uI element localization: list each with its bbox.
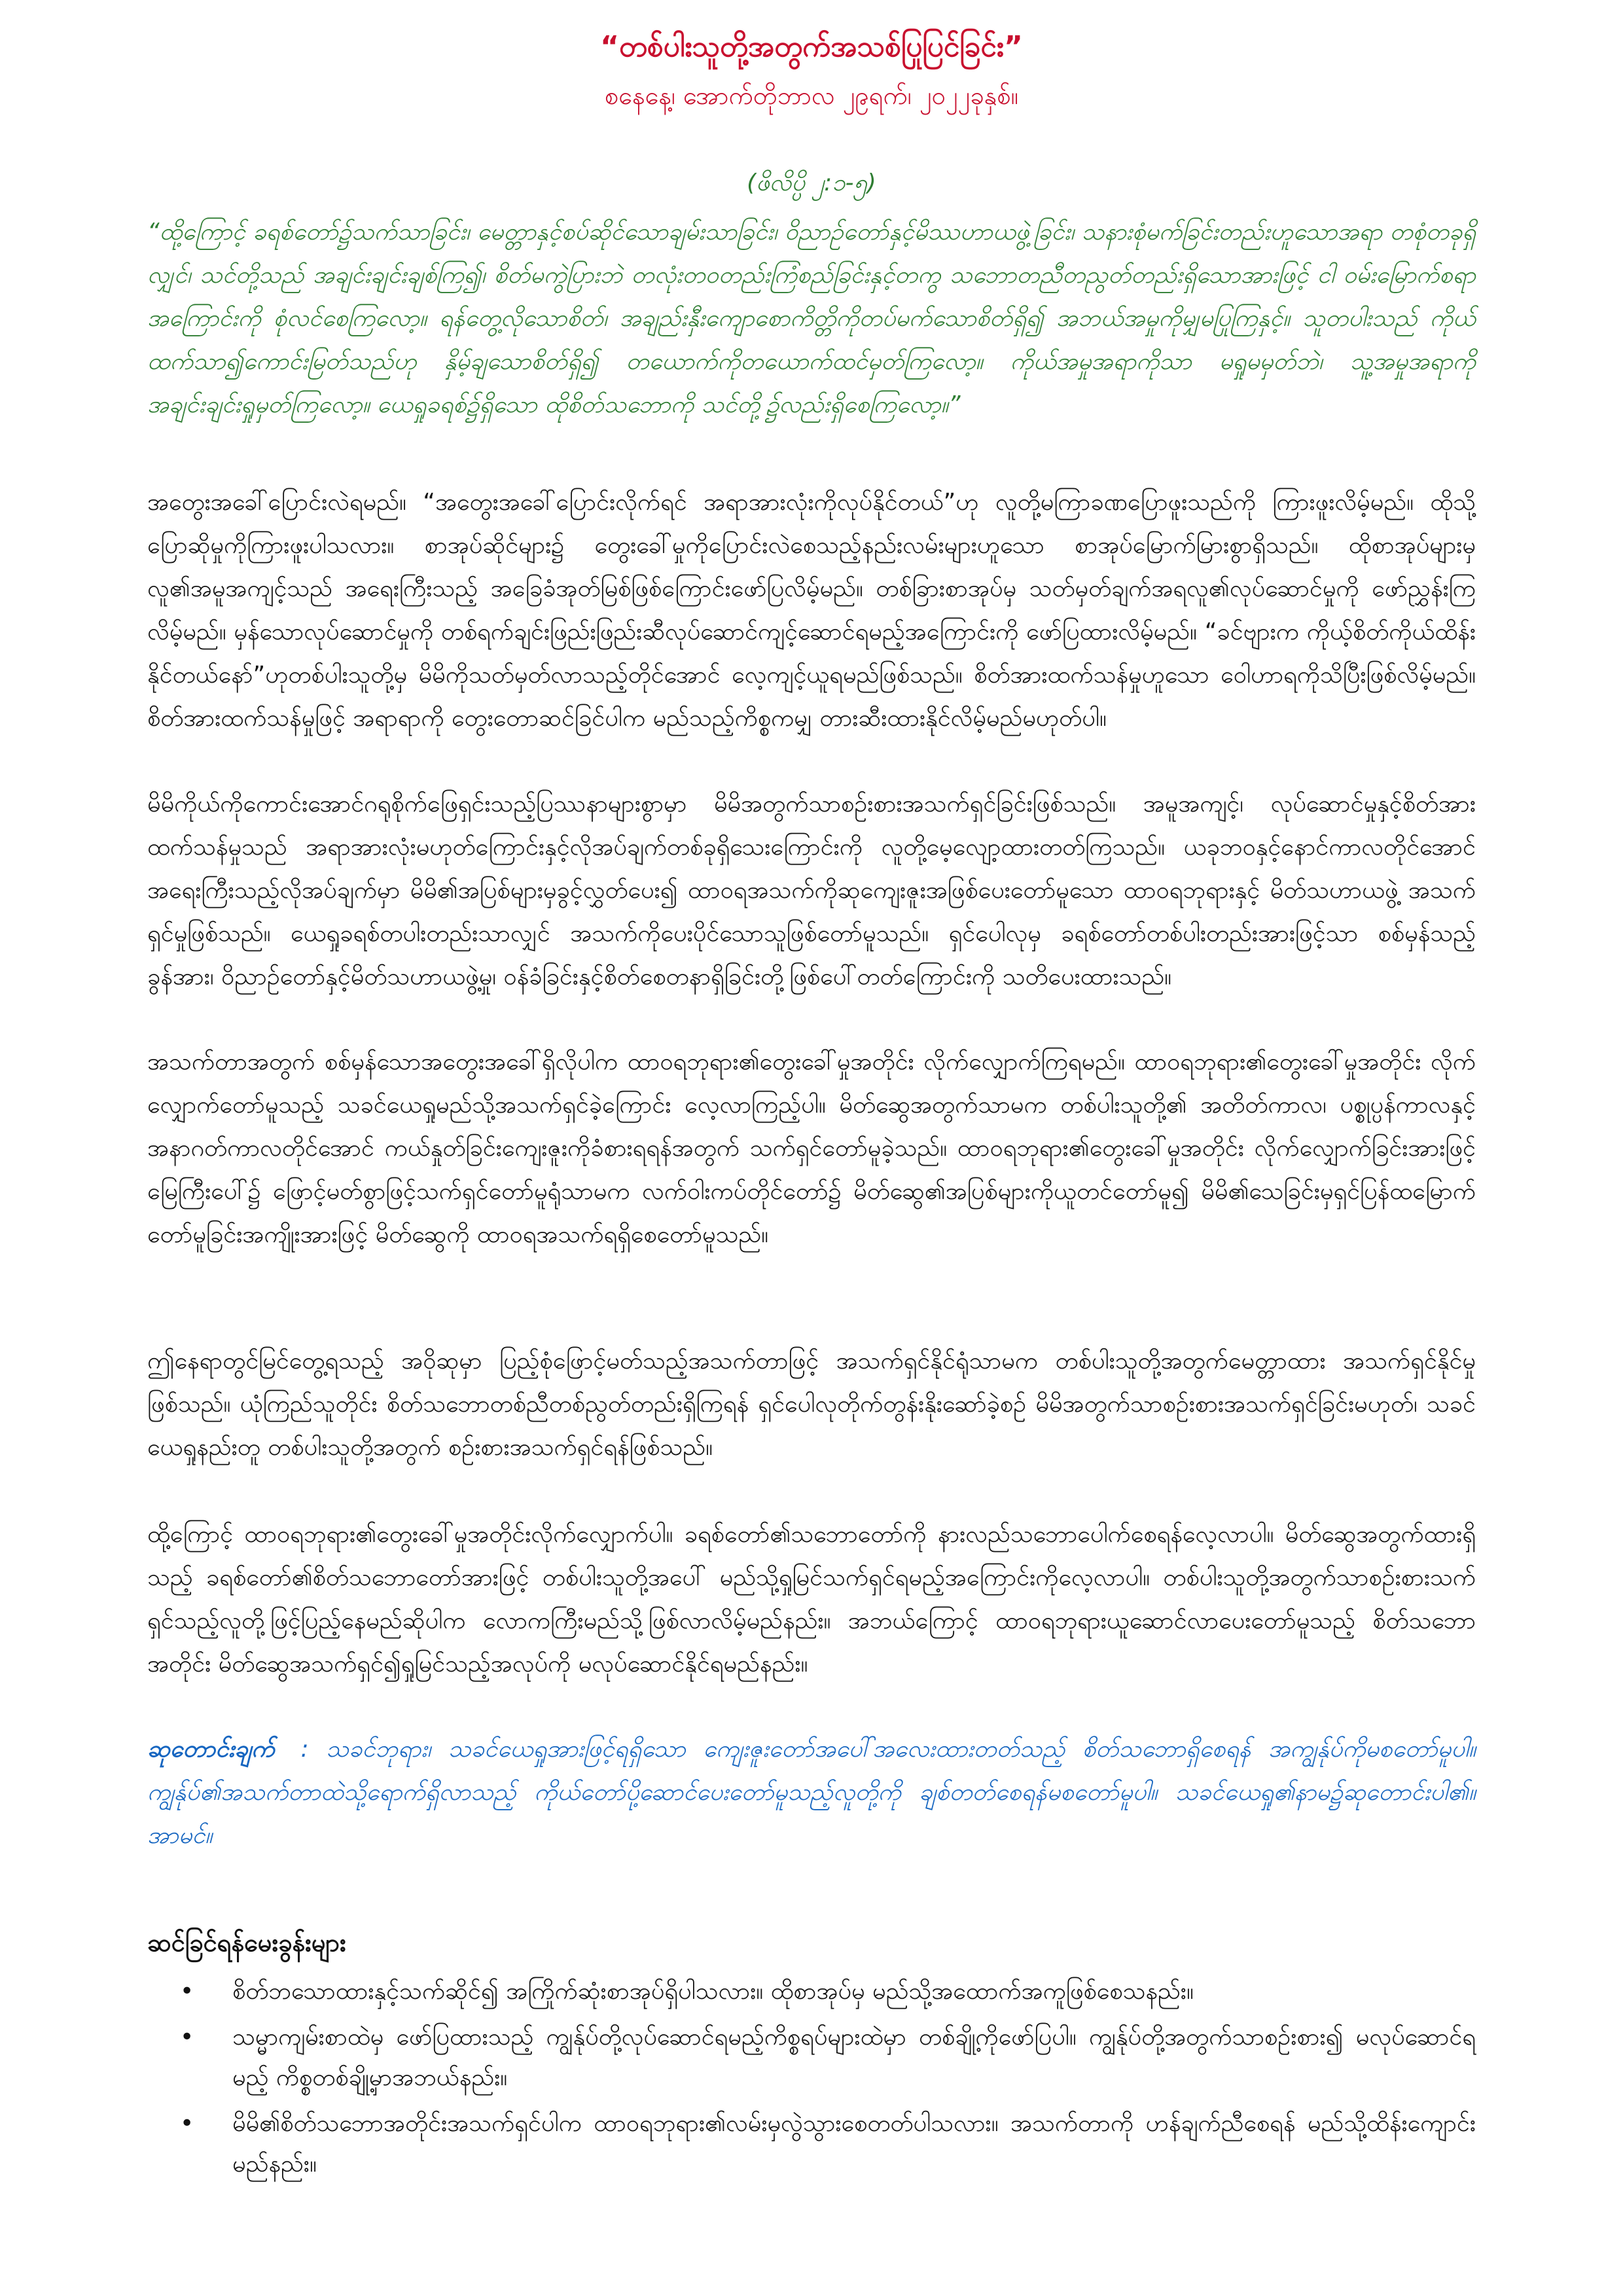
body-paragraph: ထို့ကြောင့် ထာဝရဘုရား၏တွေးခေါ်မှုအတိုင်းလိုက်လျှောက်ပါ။ ခရစ်တော်၏သဘောတော်ကို နားလည်သဘောပေါက်စေရန်လေ့လာပါ။ မိတ်ဆွေအတွက်ထားရှိသည့် ခရစ်တော်၏စိတ်သဘောတော်အားဖြင့် တစ်ပါးသူတို့အပေါ် မည်သို့ရှုမြင်သက်ရှင်ရမည့်အကြောင်းကိုလေ့လာပါ။ တစ်ပါးသူတို့အတွက်သာစဉ်းစားသက်ရှင်သည့်လူတို့ဖြင့်ပြည့်နေမည်ဆိုပါက လောကကြီးမည်သို့ဖြစ်လာလိမ့်မည်နည်း။ အဘယ်ကြောင့် ထာဝရဘုရားယူဆောင်လာပေးတော်မူသည့် စိတ်သဘောအတိုင်း မိတ်ဆွေအသက်ရှင်၍ရှုမြင်သည့်အလုပ်ကို မလုပ်ဆောင်နိုင်ရမည်နည်း။ (147, 1521, 1476, 1677)
question-text: မိမိ၏စိတ်သဘောအတိုင်းအသက်ရှင်ပါက ထာဝရဘုရား၏လမ်းမှလွဲသွားစေတတ်ပါသလား။ အသက်တာကို ဟန်ချက်ညီစေရန် မည်သို့ထိန်းကျောင်းမည်နည်း။ (232, 2110, 1476, 2178)
list-item (147, 1971, 1476, 2012)
body-paragraph: ဤနေရာတွင်မြင်တွေ့ရသည့် အဝိုဆုမှာ ပြည့်စုံဖြောင့်မတ်သည့်အသက်တာဖြင့် အသက်ရှင်နိုင်ရုံသာမက တစ်ပါးသူတို့အတွက်မေတ္တာထား အသက်ရှင်နိုင်မှုဖြစ်သည်။ ယုံကြည်သူတိုင်း စိတ်သဘောတစ်ညီတစ်ညွတ်တည်းရှိကြရန် ရှင်ပေါလုတိုက်တွန်းနိုးဆော်ခဲ့စဉ် မိမိအတွက်သာစဉ်းစားအသက်ရှင်ခြင်းမဟုတ်၊ သခင်ယေရှုနည်းတူ တစ်ပါးသူတို့အတွက် စဉ်းစားအသက်ရှင်ရန်ဖြစ်သည်။ (147, 1348, 1476, 1461)
document-title: “တစ်ပါးသူတို့အတွက်အသစ်ပြုပြင်ခြင်း” (600, 30, 1023, 63)
questions-list (147, 1971, 1476, 2190)
question-text: သမ္မာကျမ်းစာထဲမှ ဖော်ပြထားသည့် ကျွန်ုပ်တို့လုပ်ဆောင်ရမည့်ကိစ္စရပ်များထဲမှာ တစ်ချို့ကိုဖော်ပြပါ။ ကျွန်ုပ်တို့အတွက်သာစဉ်းစား၍ မလုပ်ဆောင်ရမည့် ကိစ္စတစ်ချို့မှာအဘယ်နည်း။ (232, 2024, 1476, 2091)
question-text: စိတ်ဘသောထားနှင့်သက်ဆိုင်၍ အကြိုက်ဆုံးစာအုပ်ရှိပါသလား။ ထိုစာအုပ်မှ မည်သို့အထောက်အကူဖြစ်စေသနည်း။ (232, 1978, 1194, 2005)
bullet-icon: • (180, 2110, 194, 2137)
prayer-section (147, 1728, 1476, 1857)
list-item (147, 2017, 1476, 2098)
bullet-icon: • (180, 2024, 194, 2051)
scripture-reference: (ဖိလိပ္ပိ ၂:၁-၅) (747, 170, 876, 196)
body-paragraph: အသက်တာအတွက် စစ်မှန်သောအတွေးအခေါ်ရှိလိုပါက ထာဝရဘုရား၏တွေးခေါ်မှုအတိုင်း လိုက်လျှောက်ကြရမည်။ ထာဝရဘုရား၏တွေးခေါ်မှုအတိုင်း လိုက်လျှောက်တော်မူသည့် သခင်ယေရှုမည်သို့အသက်ရှင်ခဲ့ကြောင်း လေ့လာကြည့်ပါ။ မိတ်ဆွေအတွက်သာမက တစ်ပါးသူတို့၏ အတိတ်ကာလ၊ ပစ္စုပ္ပန်ကာလနှင့်အနာဂတ်ကာလတိုင်အောင် ကယ်နှုတ်ခြင်းကျေးဇူးကိုခံစားရရန်အတွက် သက်ရှင်တော်မူခဲ့သည်။ ထာဝရဘုရား၏တွေးခေါ်မှုအတိုင်း လိုက်လျှောက်ခြင်းအားဖြင့်မြေကြီးပေါ်၌ ဖြောင့်မတ်စွာဖြင့်သက်ရှင်တော်မူရုံသာမက လက်ဝါးကပ်တိုင်တော်၌ မိတ်ဆွေ၏အပြစ်များကိုယူတင်တော်မူ၍ မိမိ၏သေခြင်းမှရှင်ပြန်ထမြောက်တော်မူခြင်းအကျိုးအားဖြင့် မိတ်ဆွေကို ထာဝရအသက်ရရှိစေတော်မူသည်။ (147, 1049, 1476, 1248)
scripture-text: “ထို့ကြောင့် ခရစ်တော်၌သက်သာခြင်း၊ မေတ္တာနှင့်စပ်ဆိုင်သောချမ်းသာခြင်း၊ ဝိညာဉ်တော်နှင့်မိဿဟာယဖွဲ့ခြင်း၊ သနားစုံမက်ခြင်းတည်းဟူသောအရာ တစုံတခုရှိလျှင်၊ သင်တို့သည် အချင်းချင်းချစ်ကြ၍၊ စိတ်မကွဲပြားဘဲ တလုံးတဝတည်းကြံစည်ခြင်းနှင့်တကွ သဘောတညီတညွတ်တည်းရှိသောအားဖြင့် ငါ ဝမ်းမြောက်စရာအကြောင်းကို စုံလင်စေကြလော့။ ရန်တွေ့လိုသောစိတ်၊ အချည်းနှီးကျောစောကိတ္တိကိုတပ်မက်သောစိတ်ရှိ၍ အဘယ်အမှုကိုမျှမပြုကြနှင့်။ သူတပါးသည် ကိုယ်ထက်သာ၍ကောင်းမြတ်သည်ဟု နှိမ့်ချသောစိတ်ရှိ၍ တယောက်ကိုတယောက်ထင်မှတ်ကြလော့။ ကိုယ်အမှုအရာကိုသာ မရှုမမှတ်ဘဲ၊ သူ့အမှုအရာကို အချင်းချင်းရှုမှတ်ကြလော့။ ယေရှုခရစ်၌ရှိသော ထိုစိတ်သဘောကို သင်တို့၌လည်းရှိစေကြလော့။” (147, 219, 1476, 418)
bullet-icon: • (180, 1978, 194, 2005)
document-date: စနေနေ့၊ အောက်တိုဘာလ ၂၉ရက်၊ ၂၀၂၂ခုနှစ်။ (604, 81, 1019, 110)
prayer-text: : သခင်ဘုရား၊ သခင်ယေရှုအားဖြင့်ရရှိသော ကျေးဇူးတော်အပေါ်အလေးထားတတ်သည့် စိတ်သဘောရှိစေရန် အကျွန်ုပ်ကိုမစတော်မူပါ။ ကျွန်ုပ်၏အသက်တာထဲသို့ရောက်ရှိလာသည့် ကိုယ်တော်ပို့ဆောင်ပေးတော်မူသည့်လူတို့ကို ချစ်တတ်စေရန်မစတော်မူပါ။ သခင်ယေရှု၏နာမ၌ဆုတောင်းပါ၏။ အာမင်။ (147, 1736, 1476, 1849)
body-paragraph: မိမိကိုယ်ကိုကောင်းအောင်ဂရုစိုက်ဖြေရှင်းသည့်ပြဿနာများစွာမှာ မိမိအတွက်သာစဉ်းစားအသက်ရှင်ခြင်းဖြစ်သည်။ အမူအကျင့်၊ လုပ်ဆောင်မှုနှင့်စိတ်အားထက်သန်မှုသည် အရာအားလုံးမဟုတ်ကြောင်းနှင့်လိုအပ်ချက်တစ်ခုရှိသေးကြောင်းကို လူတို့မေ့လျော့ထားတတ်ကြသည်။ ယခုဘဝနှင့်နောင်ကာလတိုင်အောင် အရေးကြီးသည့်လိုအပ်ချက်မှာ မိမိ၏အပြစ်များမှခွင့်လွှတ်ပေး၍ ထာဝရအသက်ကိုဆုကျေးဇူးအဖြစ်ပေးတော်မူသော ထာဝရဘုရားနှင့် မိတ်သဟာယဖွဲ့ အသက်ရှင်မှုဖြစ်သည်။ ယေရှုခရစ်တပါးတည်းသာလျှင် အသက်ကိုပေးပိုင်သောသူဖြစ်တော်မူသည်။ ရှင်ပေါလုမှ ခရစ်တော်တစ်ပါးတည်းအားဖြင့်သာ စစ်မှန်သည့်ခွန်အား၊ ဝိညာဉ်တော်နှင့်မိတ်သဟာယဖွဲ့မှု၊ ဝန်ခံခြင်းနှင့်စိတ်စေတနာရှိခြင်းတို့ဖြစ်ပေါ်တတ်ကြောင်းကို သတိပေးထားသည်။ (147, 791, 1476, 990)
questions-heading: ဆင်ခြင်ရန်မေးခွန်းများ (147, 1928, 346, 1957)
body-paragraph: အတွေးအခေါ်ပြောင်းလဲရမည်။ “အတွေးအခေါ်ပြောင်းလိုက်ရင် အရာအားလုံးကိုလုပ်နိုင်တယ်”ဟု လူတို့မကြာခဏပြောဖူးသည်ကို ကြားဖူးလိမ့်မည်။ ထိုသို့ပြောဆိုမှုကိုကြားဖူးပါသလား။ စာအုပ်ဆိုင်များ၌ တွေးခေါ်မှုကိုပြောင်းလဲစေသည့်နည်းလမ်းများဟူသော စာအုပ်မြောက်မြားစွာရှိသည်။ ထိုစာအုပ်များမှ လူ၏အမူအကျင့်သည် အရေးကြီးသည့် အခြေခံအုတ်မြစ်ဖြစ်ကြောင်းဖော်ပြလိမ့်မည်။ တစ်ခြားစာအုပ်မှ သတ်မှတ်ချက်အရလူ၏လုပ်ဆောင်မှုကို ဖော်ညွှန်းကြလိမ့်မည်။ မှန်သောလုပ်ဆောင်မှုကို တစ်ရက်ချင်းဖြည်းဖြည်းဆီလုပ်ဆောင်ကျင့်ဆောင်ရမည့်အကြောင်းကို ဖော်ပြထားလိမ့်မည်။ “ခင်ဗျားက ကိုယ့်စိတ်ကိုယ်ထိန်းနိုင်တယ်နော်”ဟုတစ်ပါးသူတို့မှ မိမိကိုသတ်မှတ်လာသည့်တိုင်အောင် လေ့ကျင့်ယူရမည်ဖြစ်သည်။ စိတ်အားထက်သန်မှုဟူသော ဝေါဟာရကိုသိပြီးဖြစ်လိမ့်မည်။ စိတ်အားထက်သန်မှုဖြင့် အရာရာကို တွေးတောဆင်ခြင်ပါက မည်သည့်ကိစ္စကမျှ တားဆီးထားနိုင်လိမ့်မည်မဟုတ်ပါ။ (147, 489, 1476, 732)
list-item (147, 2104, 1476, 2185)
prayer-label: ဆုတောင်းချက် (147, 1736, 275, 1763)
